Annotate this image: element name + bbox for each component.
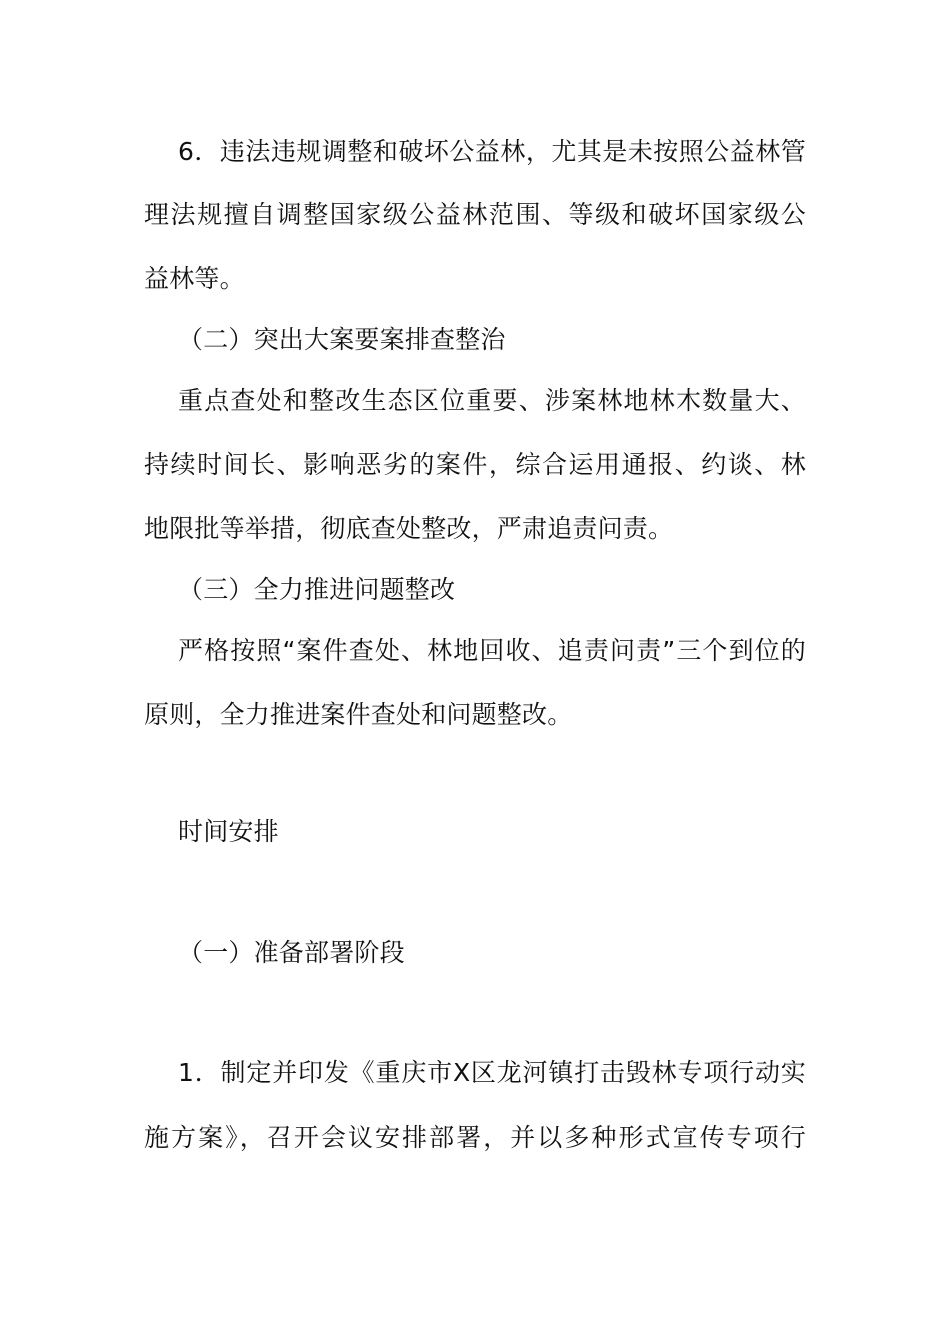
paragraph-line: 持续时间长、影响恶劣的案件，综合运用通报、约谈、林	[144, 450, 806, 479]
section-heading: （一）准备部署阶段	[178, 938, 405, 967]
chapter-heading: 时间安排	[178, 817, 279, 846]
paragraph-line: 1．制定并印发《重庆市X区龙河镇打击毁林专项行动实	[178, 1058, 806, 1087]
paragraph-line: 地限批等举措，彻底查处整改，严肃追责问责。	[144, 514, 674, 543]
paragraph-line: 原则，全力推进案件查处和问题整改。	[144, 700, 573, 729]
section-heading: （二）突出大案要案排查整治	[178, 325, 506, 354]
section-heading: （三）全力推进问题整改	[178, 575, 456, 604]
paragraph-line: 6．违法违规调整和破坏公益林，尤其是未按照公益林管	[178, 137, 806, 166]
paragraph-line: 重点查处和整改生态区位重要、涉案林地林木数量大、	[178, 386, 806, 415]
paragraph-line: 理法规擅自调整国家级公益林范围、等级和破坏国家级公	[144, 200, 806, 229]
paragraph-line: 施方案》，召开会议安排部署，并以多种形式宣传专项行	[144, 1123, 806, 1152]
paragraph-line: 益林等。	[144, 264, 245, 293]
paragraph-line: 严格按照“案件查处、林地回收、追责问责”三个到位的	[178, 636, 806, 665]
